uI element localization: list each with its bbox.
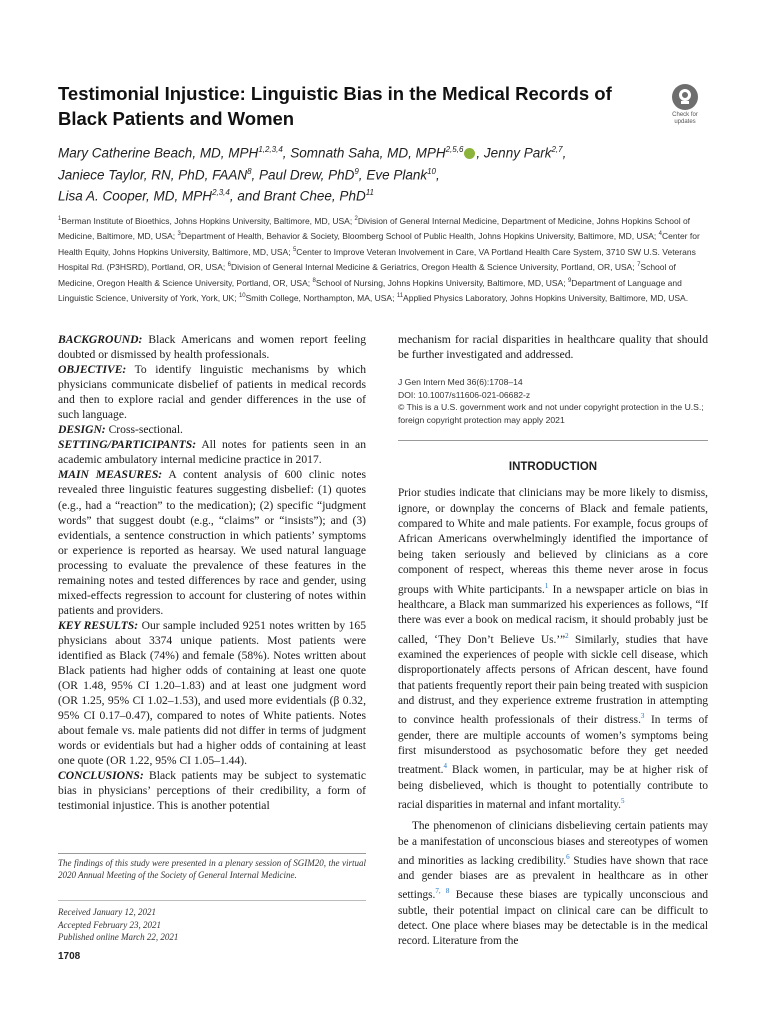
affiliation-text: Department of Health, Behavior & Society, Bloomberg School of Public Health, Johns Hopkins University, Baltimore, MD, USA; xyxy=(180,231,659,242)
abstract-label: KEY RESULTS: xyxy=(58,618,139,632)
abstract-column xyxy=(58,332,366,814)
author-separator: , xyxy=(251,167,260,182)
dates-divider xyxy=(58,900,366,901)
author-name: Mary Catherine Beach, MD, MPH xyxy=(58,145,259,161)
author-separator: , xyxy=(562,145,567,161)
affiliation-text: Berman Institute of Bioethics, Johns Hopkins University, Baltimore, MD, USA; xyxy=(61,215,355,226)
check-updates-icon xyxy=(672,84,698,110)
author-name: Somnath Saha, MD, MPH xyxy=(290,145,446,161)
affiliation-number: 1 xyxy=(58,216,62,222)
author-name: Brant Chee, PhD xyxy=(263,188,366,204)
affiliation-number: 4 xyxy=(658,231,662,238)
abstract-text: Black Americans and women report feeling doubted or dismissed by health professionals. xyxy=(58,333,366,362)
intro-text: In a newspaper article on bias in healthcare, a Black man summarized his experiences as follows, “If there was ever a book on medical racism, it should probably just be called, ‘They Don’t Believe Us.’” xyxy=(398,583,708,646)
author-affiliation-ref: 2,3,4 xyxy=(212,188,230,197)
abstract-text: Our sample included 9251 notes written by 165 physicians about 3374 unique patients. Most patients were identified as Black (74%) and female (58%). Notes written about Black patients had higher odds of containing at least one quote (OR 1.48, 95% CI 1.20–1.83) and at least one judgment word (OR 1.25, 95% CI 1.02–1.53), and used more evidentials (β 0.32, 95% CI 0.17–0.47), compared to notes of White patients. Notes about female vs. male patients did not differ in terms of judgment words or evidentials but had a higher odds of containing at least one quote (OR 1.22, 95% CI 1.05–1.44). xyxy=(58,618,366,768)
article-title: Testimonial Injustice: Linguistic Bias in the Medical Records of Black Patients and Women xyxy=(58,83,612,129)
footnote-divider xyxy=(58,853,366,854)
section-heading-introduction: INTRODUCTION xyxy=(508,461,598,474)
abstract-text: Black patients may be subject to systematic bias in physicians’ perceptions of their credibility, a form of testimonial injustice. This is another potential xyxy=(58,769,366,813)
accepted-date: Accepted February 23, 2021 xyxy=(58,919,161,930)
abstract-continued: mechanism for racial disparities in healthcare quality that should be further investigated and addressed. xyxy=(398,333,708,362)
divider xyxy=(398,440,708,441)
affiliation-number: 6 xyxy=(227,262,231,269)
affiliation-number: 3 xyxy=(177,231,181,238)
citation-ref[interactable]: 3 xyxy=(640,712,645,721)
affiliation-text: School of Medicine, Oregon Health & Science University, Portland, OR, USA; xyxy=(58,262,676,288)
abstract-text: Cross-sectional. xyxy=(105,423,183,437)
affiliation-number: 5 xyxy=(292,246,297,253)
orcid-icon[interactable] xyxy=(464,148,475,159)
affiliation-number: 2 xyxy=(354,216,358,222)
intro-text: Because these biases are typically unconscious and subtle, their potential impact on clinical care can be difficult to detect. One place where biases may be detectable is in the medical record. Literature from the xyxy=(398,889,708,948)
abstract-section xyxy=(58,437,366,467)
affiliation-number: 8 xyxy=(312,277,316,284)
affiliation-text: Smith College, Northampton, MA, USA; xyxy=(245,292,397,303)
abstract-label: BACKGROUND: xyxy=(58,333,143,346)
author-affiliation-ref: 11 xyxy=(365,188,375,197)
citation-ref[interactable]: 6 xyxy=(566,852,570,861)
abstract-section xyxy=(58,362,366,422)
doi-link[interactable]: DOI: 10.1007/s11606-021-06682-z xyxy=(398,389,531,400)
check-updates-label: Check for updates xyxy=(672,112,698,125)
intro-text: Similarly, studies that have examined the experiences of people with sickle cell disease, which disproportionately affects persons of African descent, have found that patients frequently report their pain being treated with suspicion and distrust, and they experience extreme frustration in attempting to convince health professionals of their distress. xyxy=(398,633,708,727)
author-affiliation-ref: 1,2,3,4 xyxy=(258,145,283,154)
author-affiliation-ref: 9 xyxy=(354,166,359,176)
affiliation-text: Department of Language and Linguistic Science, University of York, York, UK; xyxy=(58,277,682,303)
received-date: Received January 12, 2021 xyxy=(58,907,156,917)
intro-text: In terms of gender, there are multiple accounts of women’s symptoms being first misunderstood as psychosomatic before they get needed treatment. xyxy=(398,714,708,777)
abstract-section xyxy=(58,422,366,437)
affiliation-text: Division of General Internal Medicine, Department of Medicine, Johns Hopkins School of Medicine, Baltimore, MD, USA; xyxy=(58,215,691,242)
author-separator: , xyxy=(476,145,484,161)
citation-ref[interactable]: 7, 8 xyxy=(435,887,450,896)
footnote: The findings of this study were presented in a plenary session of SGIM20, the virtual 2020 Annual Meeting of the Society of General Internal Medicine. xyxy=(58,858,366,880)
abstract-label: CONCLUSIONS: xyxy=(58,769,144,783)
author-affiliation-ref: 10 xyxy=(427,166,437,176)
author-separator: , xyxy=(282,145,291,161)
affiliation-number: 9 xyxy=(567,277,572,284)
right-column xyxy=(398,332,708,950)
author-name: Lisa A. Cooper, MD, MPH xyxy=(58,188,213,204)
journal-citation: J Gen Intern Med 36(6):1708–14 xyxy=(398,377,523,388)
article-dates xyxy=(58,906,366,944)
author-name: Paul Drew, PhD xyxy=(259,167,355,182)
affiliation-text: Center to Improve Veteran Involvement in Care, VA Portland Health Care System, 3710 SW U.S. Veterans Hospital Rd. (P3HSRD), Portland, OR, USA; xyxy=(58,246,696,273)
introduction-body xyxy=(398,486,708,950)
intro-paragraph-2 xyxy=(398,819,708,950)
citation-ref[interactable]: 4 xyxy=(443,762,447,771)
author-affiliation-ref: 8 xyxy=(247,166,252,176)
affiliation-text: Applied Physics Laboratory, Johns Hopkins University, Baltimore, MD, USA. xyxy=(403,292,689,303)
intro-text: Black women, in particular, may be at higher risk of being disbelieved, which is thought to potentially contribute to racial disparities in maternal and infant mortality. xyxy=(398,764,708,811)
abstract-label: OBJECTIVE: xyxy=(58,363,127,377)
intro-text: Prior studies indicate that clinicians may be more likely to dismiss, ignore, or downplay the concerns of Black and female patients, compared to White and male patients. For example, focus groups of African Americans overwhelmingly identified the importance of being taken seriously and believed by clinicians as a core component of respect, whereas this theme never arose in focus groups with White participants. xyxy=(398,487,708,596)
author-list xyxy=(58,141,678,206)
abstract-label: SETTING/PARTICIPANTS: xyxy=(58,438,197,452)
citation-ref[interactable]: 5 xyxy=(620,796,625,805)
affiliation-number: 11 xyxy=(396,293,404,300)
page-number: 1708 xyxy=(58,951,81,962)
abstract-section xyxy=(58,618,366,768)
intro-paragraph-1 xyxy=(398,486,708,813)
citation-ref[interactable]: 1 xyxy=(544,581,549,590)
intro-text: The phenomenon of clinicians disbelieving certain patients may be a manifestation of unconscious biases and stereotypes of women and minorities as lacking credibility. xyxy=(398,820,708,867)
check-for-updates-badge[interactable] xyxy=(663,84,707,128)
affiliation-text: Center for Health Equity, Johns Hopkins University, Baltimore, MD, USA; xyxy=(58,231,700,257)
copyright-notice: © This is a U.S. government work and not under copyright protection in the U.S.; foreign copyright protection may apply 2021 xyxy=(398,402,704,425)
abstract-section xyxy=(58,467,366,617)
affiliations xyxy=(58,213,710,306)
citation-block xyxy=(398,376,708,426)
author-name: Jenny Park xyxy=(483,145,552,161)
abstract-label: MAIN MEASURES: xyxy=(58,468,163,482)
affiliation-text: School of Nursing, Johns Hopkins University, Baltimore, MD, USA; xyxy=(315,277,568,288)
abstract xyxy=(58,332,366,814)
author-separator: , xyxy=(358,167,367,182)
abstract-section xyxy=(58,332,366,362)
abstract-section xyxy=(58,768,366,813)
abstract-label: DESIGN: xyxy=(58,423,106,437)
intro-text: Studies have shown that race and gender biases are as prevalent in healthcare as in other settings. xyxy=(398,854,708,902)
affiliation-number: 10 xyxy=(238,293,246,300)
author-name: Eve Plank xyxy=(366,167,428,182)
citation-ref[interactable]: 2 xyxy=(565,631,569,640)
affiliation-text: Division of General Internal Medicine & Geriatrics, Oregon Health & Science University, Portland, OR, USA; xyxy=(230,262,638,273)
abstract-text: To identify linguistic mechanisms by which physicians communicate disbelief of patients in medical records and then to explore racial and gender differences in the use of such language. xyxy=(58,363,366,422)
abstract-text: All notes for patients seen in an academic ambulatory internal medicine practice in 2017. xyxy=(58,438,366,467)
published-date: Published online March 22, 2021 xyxy=(58,932,179,942)
author-separator: , xyxy=(436,167,440,182)
author-affiliation-ref: 2,7 xyxy=(551,145,563,154)
author-name: Janiece Taylor, RN, PhD, FAAN xyxy=(58,167,248,182)
abstract-text: A content analysis of 600 clinic notes revealed three linguistic features suggesting disbelief: (1) quotes (e.g., had a “reaction” to the medication); (2) specific “judgment words” that suggest doubt (e.g., “claims” or “insists”); and (3) evidentials, a sentence construction in which patients’ symptoms or experience is reported as hearsay. We used natural language processing to evaluate the prevalence of these features in the remaining notes and tested differences by race and gender, using mixed-effects regression to account for clustering of notes within patients and providers. xyxy=(58,468,366,617)
affiliation-number: 7 xyxy=(637,262,641,269)
author-separator: , and xyxy=(229,188,264,204)
author-affiliation-ref: 2,5,6 xyxy=(445,145,464,154)
